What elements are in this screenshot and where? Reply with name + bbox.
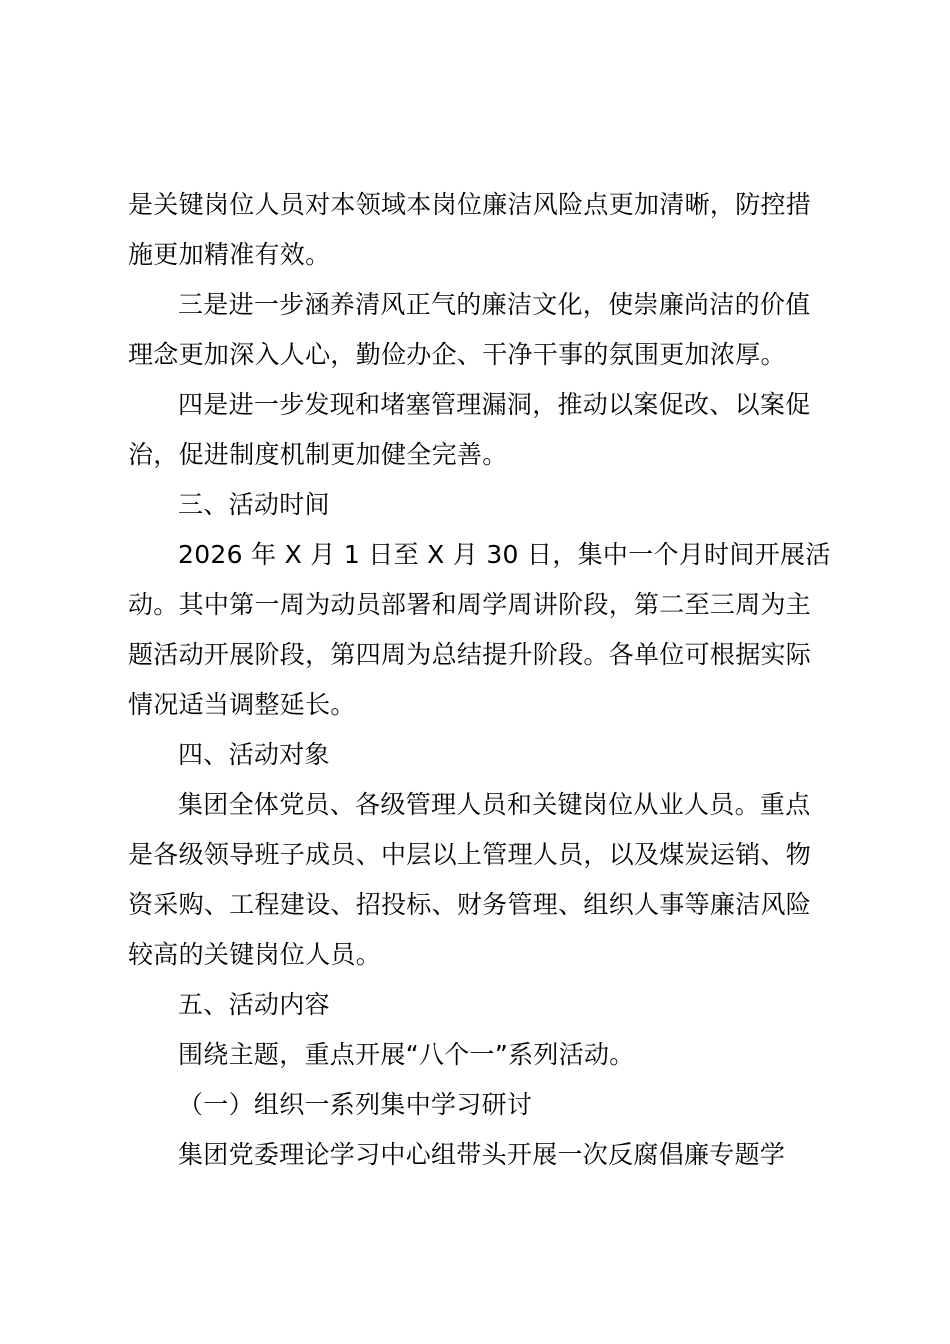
body-text-line: 四是进一步发现和堵塞管理漏洞，推动以案促改、以案促 [178, 390, 811, 419]
section-heading: 五、活动内容 [178, 990, 330, 1019]
body-text-line: 三是进一步涵养清风正气的廉洁文化，使崇廉尚洁的价值 [178, 290, 811, 319]
body-text-line: 施更加精准有效。 [128, 240, 331, 269]
body-text-line: 集团党委理论学习中心组带头开展一次反腐倡廉专题学 [178, 1140, 786, 1169]
body-text-line: 治，促进制度机制更加健全完善。 [128, 440, 508, 469]
body-text-line: 资采购、工程建设、招投标、财务管理、组织人事等廉洁风险 [128, 890, 812, 919]
body-text-line: 是关键岗位人员对本领域本岗位廉洁风险点更加清晰，防控措 [128, 190, 812, 219]
body-text-line: 较高的关键岗位人员。 [128, 940, 382, 969]
body-text-line: 动。其中第一周为动员部署和周学周讲阶段，第二至三周为主 [128, 590, 812, 619]
subsection-heading: （一）组织一系列集中学习研讨 [178, 1090, 533, 1119]
body-text-line: 情况适当调整延长。 [128, 690, 356, 719]
body-text-line: 围绕主题，重点开展“八个一”系列活动。 [178, 1040, 635, 1069]
body-text-line: 理念更加深入人心，勤俭办企、干净干事的氛围更加浓厚。 [128, 340, 786, 369]
section-heading: 三、活动时间 [178, 490, 330, 519]
body-text-line: 2026 年 X 月 1 日至 X 月 30 日，集中一个月时间开展活 [178, 540, 831, 569]
body-text-line: 是各级领导班子成员、中层以上管理人员，以及煤炭运销、物 [128, 840, 812, 869]
body-text-line: 题活动开展阶段，第四周为总结提升阶段。各单位可根据实际 [128, 640, 812, 669]
section-heading: 四、活动对象 [178, 740, 330, 769]
body-text-line: 集团全体党员、各级管理人员和关键岗位从业人员。重点 [178, 790, 811, 819]
